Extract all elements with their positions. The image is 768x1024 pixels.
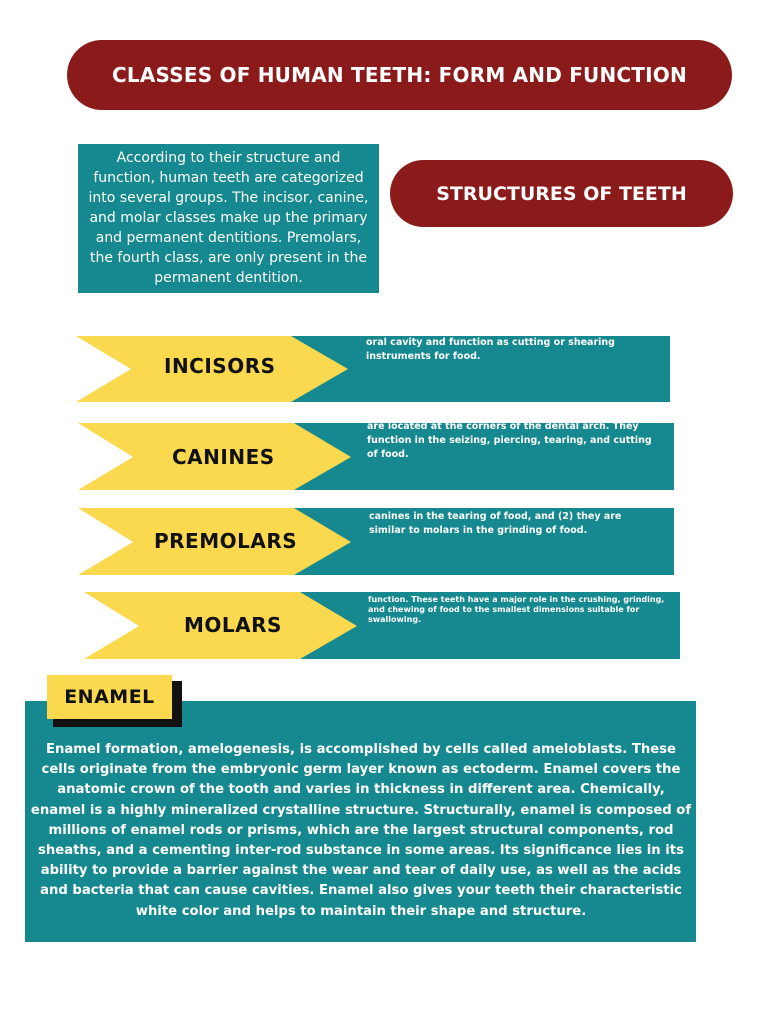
molars-label: MOLARS [184, 613, 282, 637]
page-title: CLASSES OF HUMAN TEETH: FORM AND FUNCTION [67, 40, 732, 110]
enamel-description: Enamel formation, amelogenesis, is accomplished by cells called ameloblasts. These cells originate from the embryonic germ layer known as ectoderm. Enamel covers the anatomic crown of the tooth and varies in thickness in different area. Chemically, enamel is a highly mineralized crystalline structure. Structurally, enamel is composed of millions of enamel rods or prisms, which are the largest structural components, rod sheaths, and a cementing inter-rod substance in some areas. Its significance lies in its ability to provide a barrier against the wear and tear of daily use, as well as the acids and bacteria that can cause cavities. Enamel also gives your teeth their characteristic white color and helps to maintain their shape and structure. [30, 742, 692, 919]
incisors-row [76, 336, 671, 403]
molars-row [84, 592, 681, 660]
premolars-description: canines in the tearing of food, and (2) they are similar to molars in the grinding of food. [369, 511, 622, 536]
intro-text: According to their structure and function, human teeth are categorized into several groups. The incisor, canine, and molar classes make up the primary and permanent dentitions. Premolars, the fourth class, are only present in the permanent dentition. [78, 144, 379, 293]
premolars-label: PREMOLARS [154, 529, 298, 553]
molars-description: function. These teeth have a major role in the crushing, grinding, and chewing of food to the smallest dimensions suitable for swallowing. [368, 595, 665, 624]
structures-heading: STRUCTURES OF TEETH [390, 160, 733, 227]
canines-label: CANINES [172, 445, 275, 469]
premolars-row [78, 508, 675, 576]
canines-row [78, 423, 675, 491]
canines-description: are located at the corners of the dental arch. They function in the seizing, piercing, tearing, and cutting of food. [367, 421, 652, 460]
incisors-label: INCISORS [164, 354, 276, 378]
enamel-heading: ENAMEL [47, 675, 172, 719]
incisors-description: oral cavity and function as cutting or shearing instruments for food. [366, 337, 615, 362]
